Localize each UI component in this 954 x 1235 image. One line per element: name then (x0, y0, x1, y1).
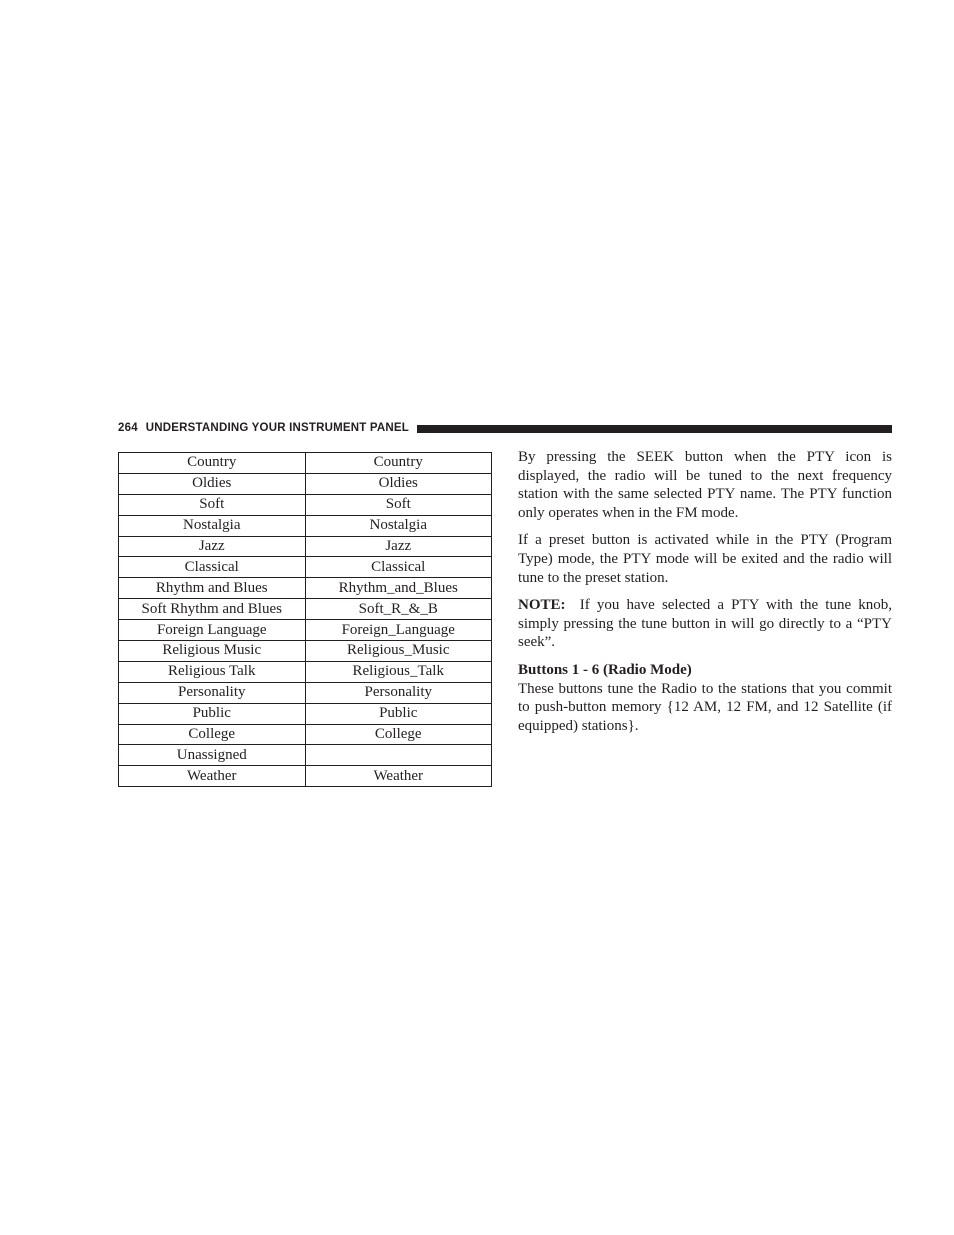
pty-type-cell: Oldies (119, 473, 306, 494)
pty-display-cell: Public (305, 703, 492, 724)
table-row (119, 473, 492, 494)
table-row (119, 724, 492, 745)
pty-type-cell: Soft (119, 494, 306, 515)
pty-display-cell: Soft (305, 494, 492, 515)
pty-type-cell: Foreign Language (119, 620, 306, 641)
pty-type-cell: Country (119, 453, 306, 474)
pty-display-cell: Country (305, 453, 492, 474)
pty-table-body (119, 453, 492, 787)
table-row (119, 661, 492, 682)
pty-type-cell: Religious Talk (119, 661, 306, 682)
table-row (119, 557, 492, 578)
pty-display-cell: Classical (305, 557, 492, 578)
pty-display-cell: Nostalgia (305, 515, 492, 536)
pty-type-cell: Rhythm and Blues (119, 578, 306, 599)
table-row (119, 536, 492, 557)
table-row (119, 578, 492, 599)
pty-display-cell: College (305, 724, 492, 745)
table-row (119, 745, 492, 766)
table-row (119, 682, 492, 703)
pty-type-cell: Weather (119, 766, 306, 787)
note-label: NOTE: (518, 597, 566, 614)
table-row (119, 641, 492, 662)
pty-type-cell: Personality (119, 682, 306, 703)
pty-type-cell: Unassigned (119, 745, 306, 766)
pty-display-cell: Soft_R_&_B (305, 599, 492, 620)
page-number: 264 (118, 422, 138, 434)
text-column (518, 448, 892, 744)
table-row (119, 515, 492, 536)
paragraph-buttons: These buttons tune the Radio to the stations that you commit to push-button memory {12 AM, 12 FM, and 12 Satellite (if equipped) stations}. (518, 680, 892, 734)
pty-type-cell: College (119, 724, 306, 745)
paragraph-preset: If a preset button is activated while in the PTY (Program Type) mode, the PTY mode will be exited and the radio will tune to the preset station. (518, 532, 892, 586)
pty-display-cell (305, 745, 492, 766)
table-row (119, 494, 492, 515)
pty-type-cell: Religious Music (119, 641, 306, 662)
pty-display-cell: Jazz (305, 536, 492, 557)
pty-display-cell: Religious_Talk (305, 661, 492, 682)
pty-display-cell: Personality (305, 682, 492, 703)
paragraph-seek: By pressing the SEEK button when the PTY icon is displayed, the radio will be tuned to the next frequency station with the same selected PTY name. The PTY function only operates when in the FM mode. (518, 449, 892, 521)
pty-display-cell: Rhythm_and_Blues (305, 578, 492, 599)
subheading-buttons: Buttons 1 - 6 (Radio Mode) (518, 661, 692, 678)
page-header (118, 420, 892, 436)
pty-type-cell: Public (119, 703, 306, 724)
table-row (119, 453, 492, 474)
pty-table (118, 452, 492, 787)
pty-type-cell: Soft Rhythm and Blues (119, 599, 306, 620)
note-text: If you have selected a PTY with the tune knob, simply pressing the tune button in will go directly to a “PTY seek”. (518, 597, 892, 651)
pty-type-cell: Classical (119, 557, 306, 578)
pty-display-cell: Religious_Music (305, 641, 492, 662)
pty-display-cell: Oldies (305, 473, 492, 494)
table-row (119, 620, 492, 641)
section-title: UNDERSTANDING YOUR INSTRUMENT PANEL (145, 422, 409, 434)
pty-display-cell: Foreign_Language (305, 620, 492, 641)
note-paragraph (518, 596, 892, 652)
header-rule (417, 425, 892, 433)
pty-display-cell: Weather (305, 766, 492, 787)
pty-type-cell: Nostalgia (119, 515, 306, 536)
table-row (119, 766, 492, 787)
pty-type-cell: Jazz (119, 536, 306, 557)
table-row (119, 599, 492, 620)
table-row (119, 703, 492, 724)
